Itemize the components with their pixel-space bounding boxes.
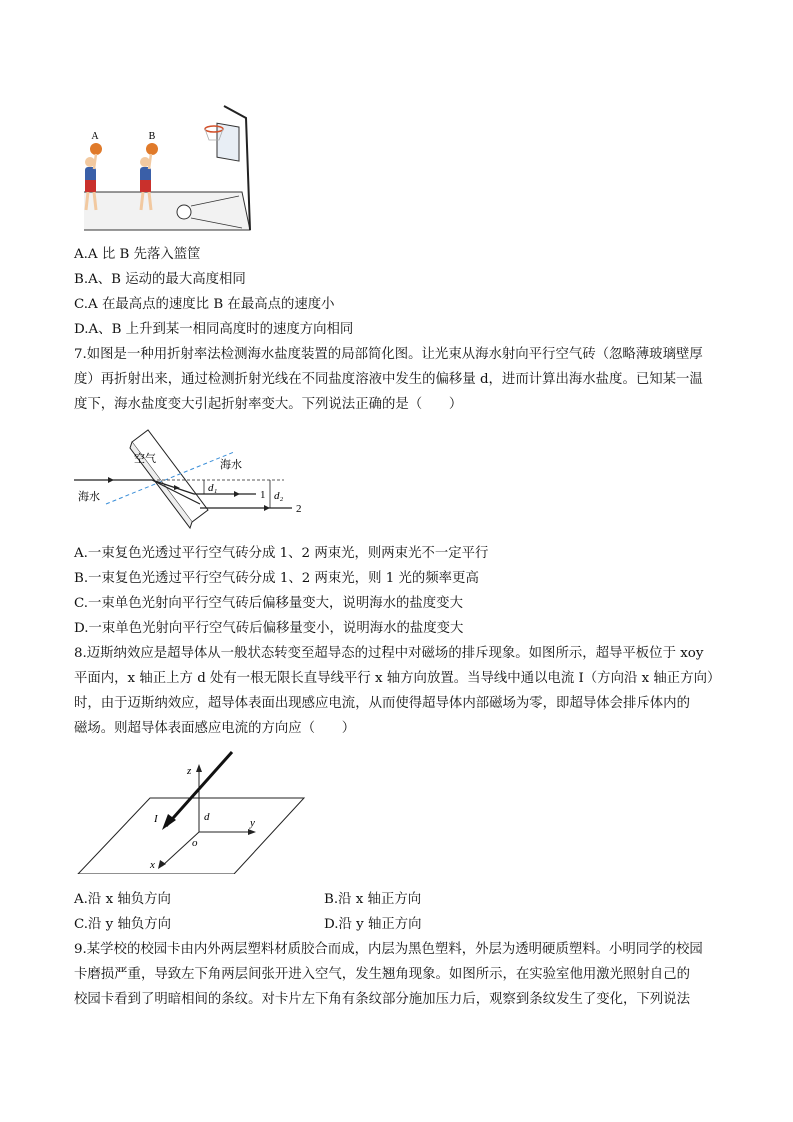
q9-stem-line-2: 卡磨损严重，导致左下角两层间张开进入空气，发生翘角现象。如图所示，在实验室他用激光照射自己的: [74, 967, 690, 982]
q8-stem-line-2: 平面内，x 轴正上方 d 处有一根无限长直导线平行 x 轴方向放置。当导线中通以电流 I（方向沿 x 轴正方向）: [74, 671, 721, 686]
q6-option-d: D.A、B 上升到某一相同高度时的速度方向相同: [74, 322, 354, 337]
q7-option-a: A.一束复色光透过平行空气砖分成 1、2 两束光，则两束光不一定平行: [74, 546, 489, 561]
superconductor-figure: [74, 750, 314, 874]
refraction-figure: [74, 424, 314, 530]
sea-top-label: 海水: [220, 459, 242, 471]
q7-option-b: B.一束复色光透过平行空气砖分成 1、2 两束光，则 1 光的频率更高: [74, 571, 479, 586]
q8-stem-line-4: 磁场。则超导体表面感应电流的方向应（ ）: [74, 721, 356, 736]
q6-option-b: B.A、B 运动的最大高度相同: [74, 272, 246, 287]
ray-2-label: 2: [296, 503, 302, 515]
q9-stem-line-1: 9.某学校的校园卡由内外两层塑料材质胶合而成，内层为黑色塑料，外层为透明硬质塑料。小明同学的校园: [74, 942, 703, 957]
z-axis-label: z: [187, 765, 192, 777]
d-label: d: [204, 811, 210, 823]
q8-stem-line-1: 8.迈斯纳效应是超导体从一般状态转变至超导态的过程中对磁场的排斥现象。如图所示，超导平板位于 xoy: [74, 646, 704, 661]
q8-option-d: D.沿 y 轴正方向: [324, 917, 422, 932]
q7-stem-line-2: 度）再折射出来，通过检测折射光线在不同盐度溶液中发生的偏移量 d，进而计算出海水盐度。已知某一温: [74, 372, 703, 387]
origin-label: o: [192, 837, 198, 849]
x-axis-label: x: [150, 859, 155, 871]
y-axis-label: y: [250, 817, 255, 829]
q8-stem-line-3: 时，由于迈斯纳效应，超导体表面出现感应电流，从而使得超导体内部磁场为零，即超导体会排斥体内的: [74, 696, 690, 711]
q7-option-c: C.一束单色光射向平行空气砖后偏移量变大，说明海水的盐度变大: [74, 596, 463, 611]
label-b: B: [148, 131, 156, 142]
q9-stem-line-3: 校园卡看到了明暗相间的条纹。对卡片左下角有条纹部分施加压力后，观察到条纹发生了变化，下列说法: [74, 992, 690, 1007]
q8-option-c: C.沿 y 轴负方向: [74, 917, 172, 932]
q7-stem-line-3: 度下，海水盐度变大引起折射率变大。下列说法正确的是（ ）: [74, 397, 463, 412]
q6-option-a: A.A 比 B 先落入篮筐: [74, 247, 201, 262]
current-label: I: [154, 813, 158, 825]
q7-stem-line-1: 7.如图是一种用折射率法检测海水盐度装置的局部简化图。让光束从海水射向平行空气砖（忽略薄玻璃壁厚: [74, 347, 703, 362]
d2-label: d₂: [274, 490, 284, 502]
q6-option-c: C.A 在最高点的速度比 B 在最高点的速度小: [74, 297, 335, 312]
ray-1-label: 1: [260, 489, 266, 501]
d1-label: d₁: [208, 482, 218, 494]
sea-left-label: 海水: [78, 491, 100, 503]
q7-option-d: D.一束单色光射向平行空气砖后偏移量变小，说明海水的盐度变大: [74, 621, 464, 636]
q8-option-a: A.沿 x 轴负方向: [74, 892, 171, 907]
air-label: 空气: [134, 453, 156, 465]
label-a: A: [91, 131, 99, 142]
q8-option-b: B.沿 x 轴正方向: [324, 892, 422, 907]
basketball-figure: [74, 92, 259, 244]
